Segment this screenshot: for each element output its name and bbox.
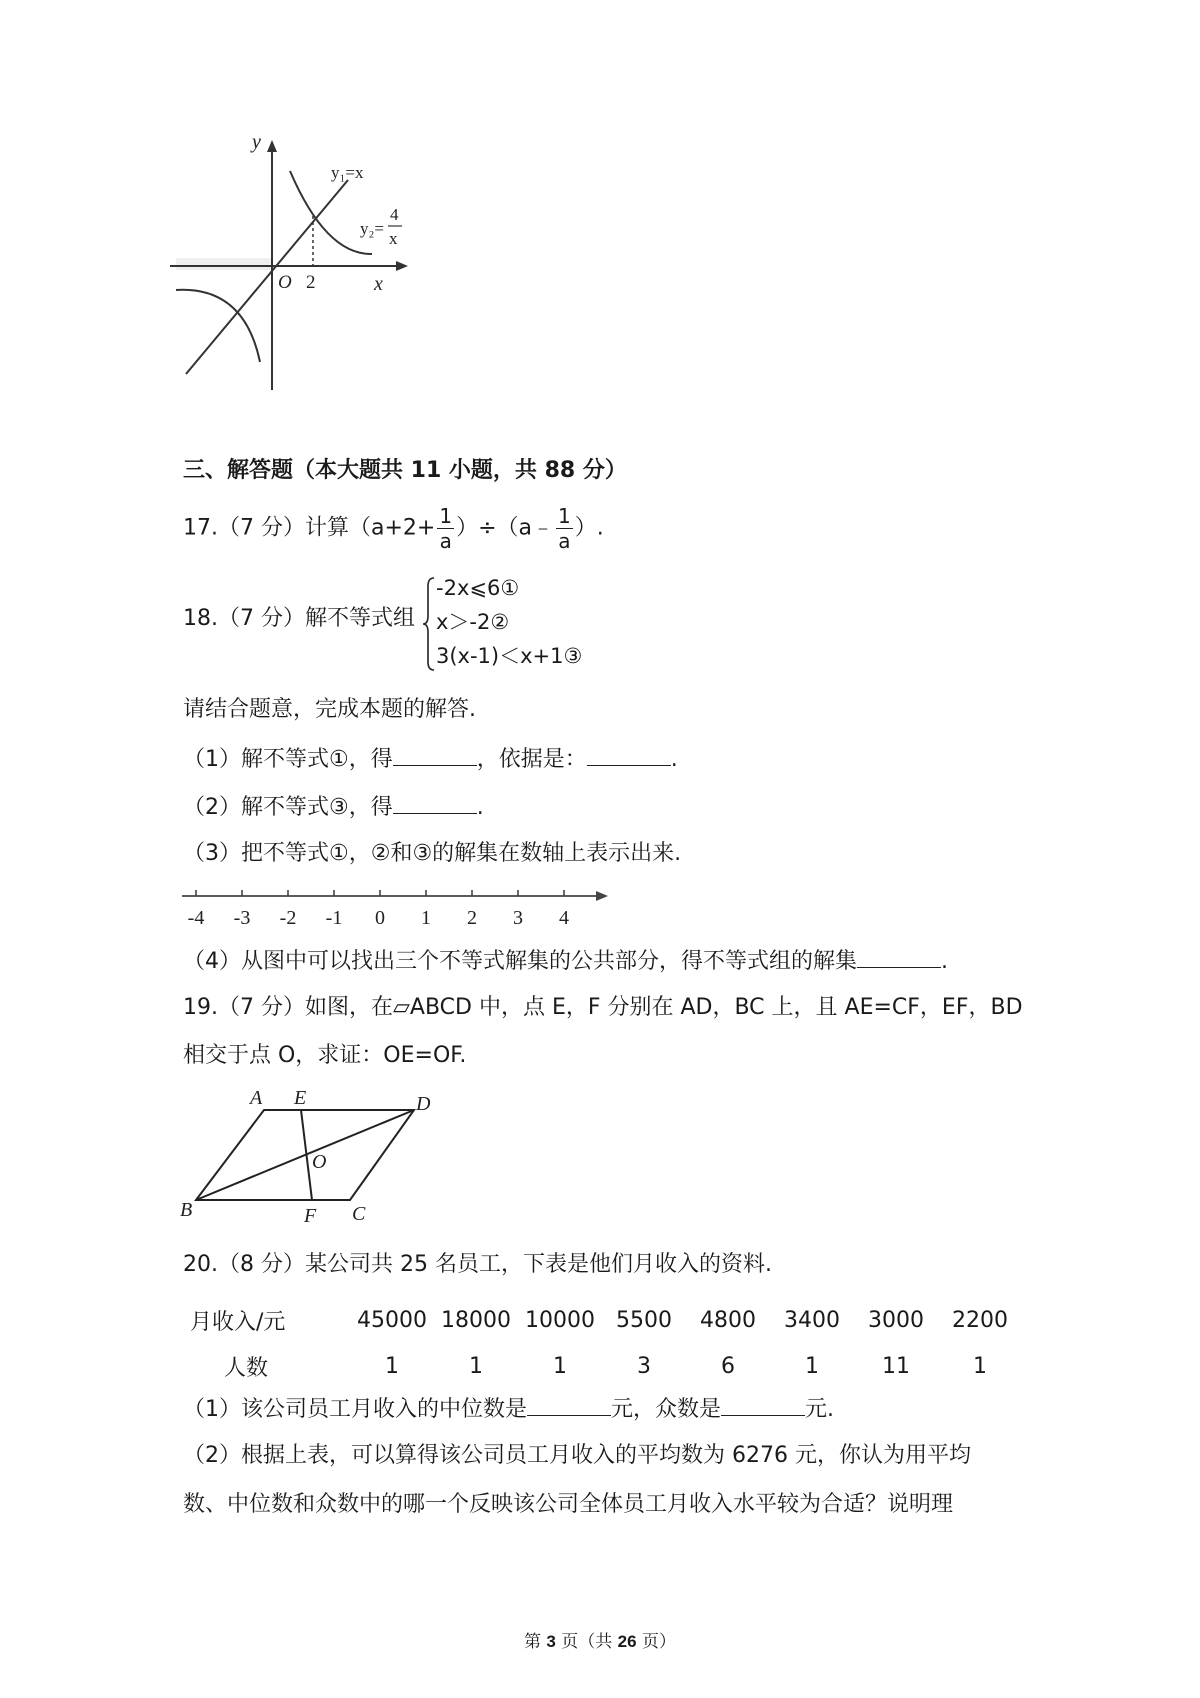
table-cell: 4800: [700, 1307, 756, 1333]
q19-line-1: 19.（7 分）如图，在▱ABCD 中，点 E，F 分别在 AD，BC 上，且 AE=CF，EF，BD: [183, 995, 1023, 1020]
section-title: 三、解答题（本大题共 11 小题，共 88 分）: [183, 458, 627, 483]
answer-blank[interactable]: [721, 1393, 805, 1416]
table-cell: 5500: [616, 1307, 672, 1333]
table-row-count: [190, 1343, 1022, 1389]
inequality-1: -2x⩽6①: [436, 576, 520, 600]
answer-blank[interactable]: [587, 743, 671, 766]
q20-part-2-line-1: （2）根据上表，可以算得该公司员工月收入的平均数为 6276 元，你认为用平均: [183, 1443, 971, 1468]
point-d-label: D: [416, 1093, 431, 1115]
point-c-label: C: [352, 1203, 366, 1225]
point-b-label: B: [180, 1199, 193, 1221]
table-cell: 1: [385, 1353, 399, 1379]
total-pages: 26: [617, 1632, 637, 1651]
curve-label-denominator: x: [389, 229, 398, 248]
x-tick-label: 2: [306, 272, 316, 293]
inequality-2: x＞-2②: [436, 610, 510, 634]
table-cell: 1: [973, 1353, 987, 1379]
point-a-label: A: [250, 1087, 263, 1109]
number-line-tick-label: -2: [279, 907, 297, 929]
table-cell: 3000: [868, 1307, 924, 1333]
q17-suffix: ）.: [574, 515, 604, 541]
y-axis-label: y: [252, 131, 261, 153]
q20-intro: 20.（8 分）某公司共 25 名员工，下表是他们月收入的资料.: [183, 1252, 772, 1277]
table-cell: 1: [553, 1353, 567, 1379]
table-cell: 3400: [784, 1307, 840, 1333]
fraction-1-over-a: $\frac{1}{a}$: [439, 504, 453, 553]
q20-part-1: （1）该公司员工月收入的中位数是 元，众数是 元.: [183, 1393, 834, 1425]
table-cell: 1: [805, 1353, 819, 1379]
table-cell: 11: [882, 1353, 910, 1379]
number-line-tick-label: 4: [559, 907, 569, 929]
q19-line-2: 相交于点 O，求证：OE=OF.: [183, 1043, 467, 1068]
inequality-3: 3(x-1)＜x+1③: [436, 644, 583, 668]
q18-part-1: （1）解不等式①，得 ，依据是： .: [183, 743, 678, 775]
q18-instruction: 请结合题意，完成本题的解答.: [183, 697, 476, 722]
parallelogram-figure: [180, 1080, 450, 1230]
table-row-income: [190, 1297, 1022, 1343]
q17-middle: ）÷（a﹣: [456, 515, 554, 541]
table-cell: 1: [469, 1353, 483, 1379]
income-table: [190, 1297, 1022, 1389]
number-line-tick-label: 2: [467, 907, 477, 929]
answer-blank[interactable]: [857, 945, 941, 968]
number-line-tick-label: -4: [187, 907, 205, 929]
line-label: y₁=x: [331, 163, 364, 182]
count-header: 人数: [224, 1355, 269, 1381]
q17-prefix: 17.（7 分）计算（a+2+: [183, 515, 436, 541]
table-cell: 2200: [952, 1307, 1008, 1333]
fraction-1-over-a-second: $\frac{1}{a}$: [557, 504, 571, 553]
number-line-tick-label: -3: [233, 907, 251, 929]
number-line-figure: [182, 880, 612, 930]
answer-blank[interactable]: [393, 791, 477, 814]
curve-label-numerator: 4: [390, 205, 399, 224]
table-cell: 6: [721, 1353, 735, 1379]
page-number: 3: [546, 1632, 556, 1651]
table-cell: 3: [637, 1353, 651, 1379]
number-line-tick-label: 3: [513, 907, 523, 929]
answer-blank[interactable]: [527, 1393, 611, 1416]
answer-blank[interactable]: [393, 743, 477, 766]
q18-part-4: （4）从图中可以找出三个不等式解集的公共部分，得不等式组的解集 .: [183, 945, 948, 977]
income-header: 月收入/元: [190, 1309, 286, 1335]
q18-label: 18.（7 分）解不等式组: [183, 606, 415, 631]
q18-part-2: （2）解不等式③，得 .: [183, 791, 484, 823]
table-cell: 10000: [525, 1307, 595, 1333]
point-o-label: O: [312, 1151, 327, 1173]
number-line-tick-label: 0: [375, 907, 385, 929]
q20-part-2-line-2: 数、中位数和众数中的哪一个反映该公司全体员工月收入水平较为合适？说明理: [183, 1492, 954, 1517]
origin-label: O: [278, 272, 292, 293]
curve-label-prefix: y₂=: [360, 219, 385, 238]
number-line-tick-label: 1: [421, 907, 431, 929]
left-brace-icon: [422, 576, 436, 672]
point-e-label: E: [294, 1087, 307, 1109]
table-cell: 18000: [441, 1307, 511, 1333]
number-line-tick-label: -1: [325, 907, 343, 929]
question-17: [183, 504, 604, 553]
x-axis-label: x: [374, 273, 383, 295]
point-f-label: F: [304, 1205, 317, 1227]
q18-part-3: （3）把不等式①，②和③的解集在数轴上表示出来.: [183, 841, 682, 866]
hyperbola-graph-figure: [176, 131, 436, 390]
table-cell: 45000: [357, 1307, 427, 1333]
page-footer: 第 3 页（共 26 页）: [523, 1632, 676, 1652]
